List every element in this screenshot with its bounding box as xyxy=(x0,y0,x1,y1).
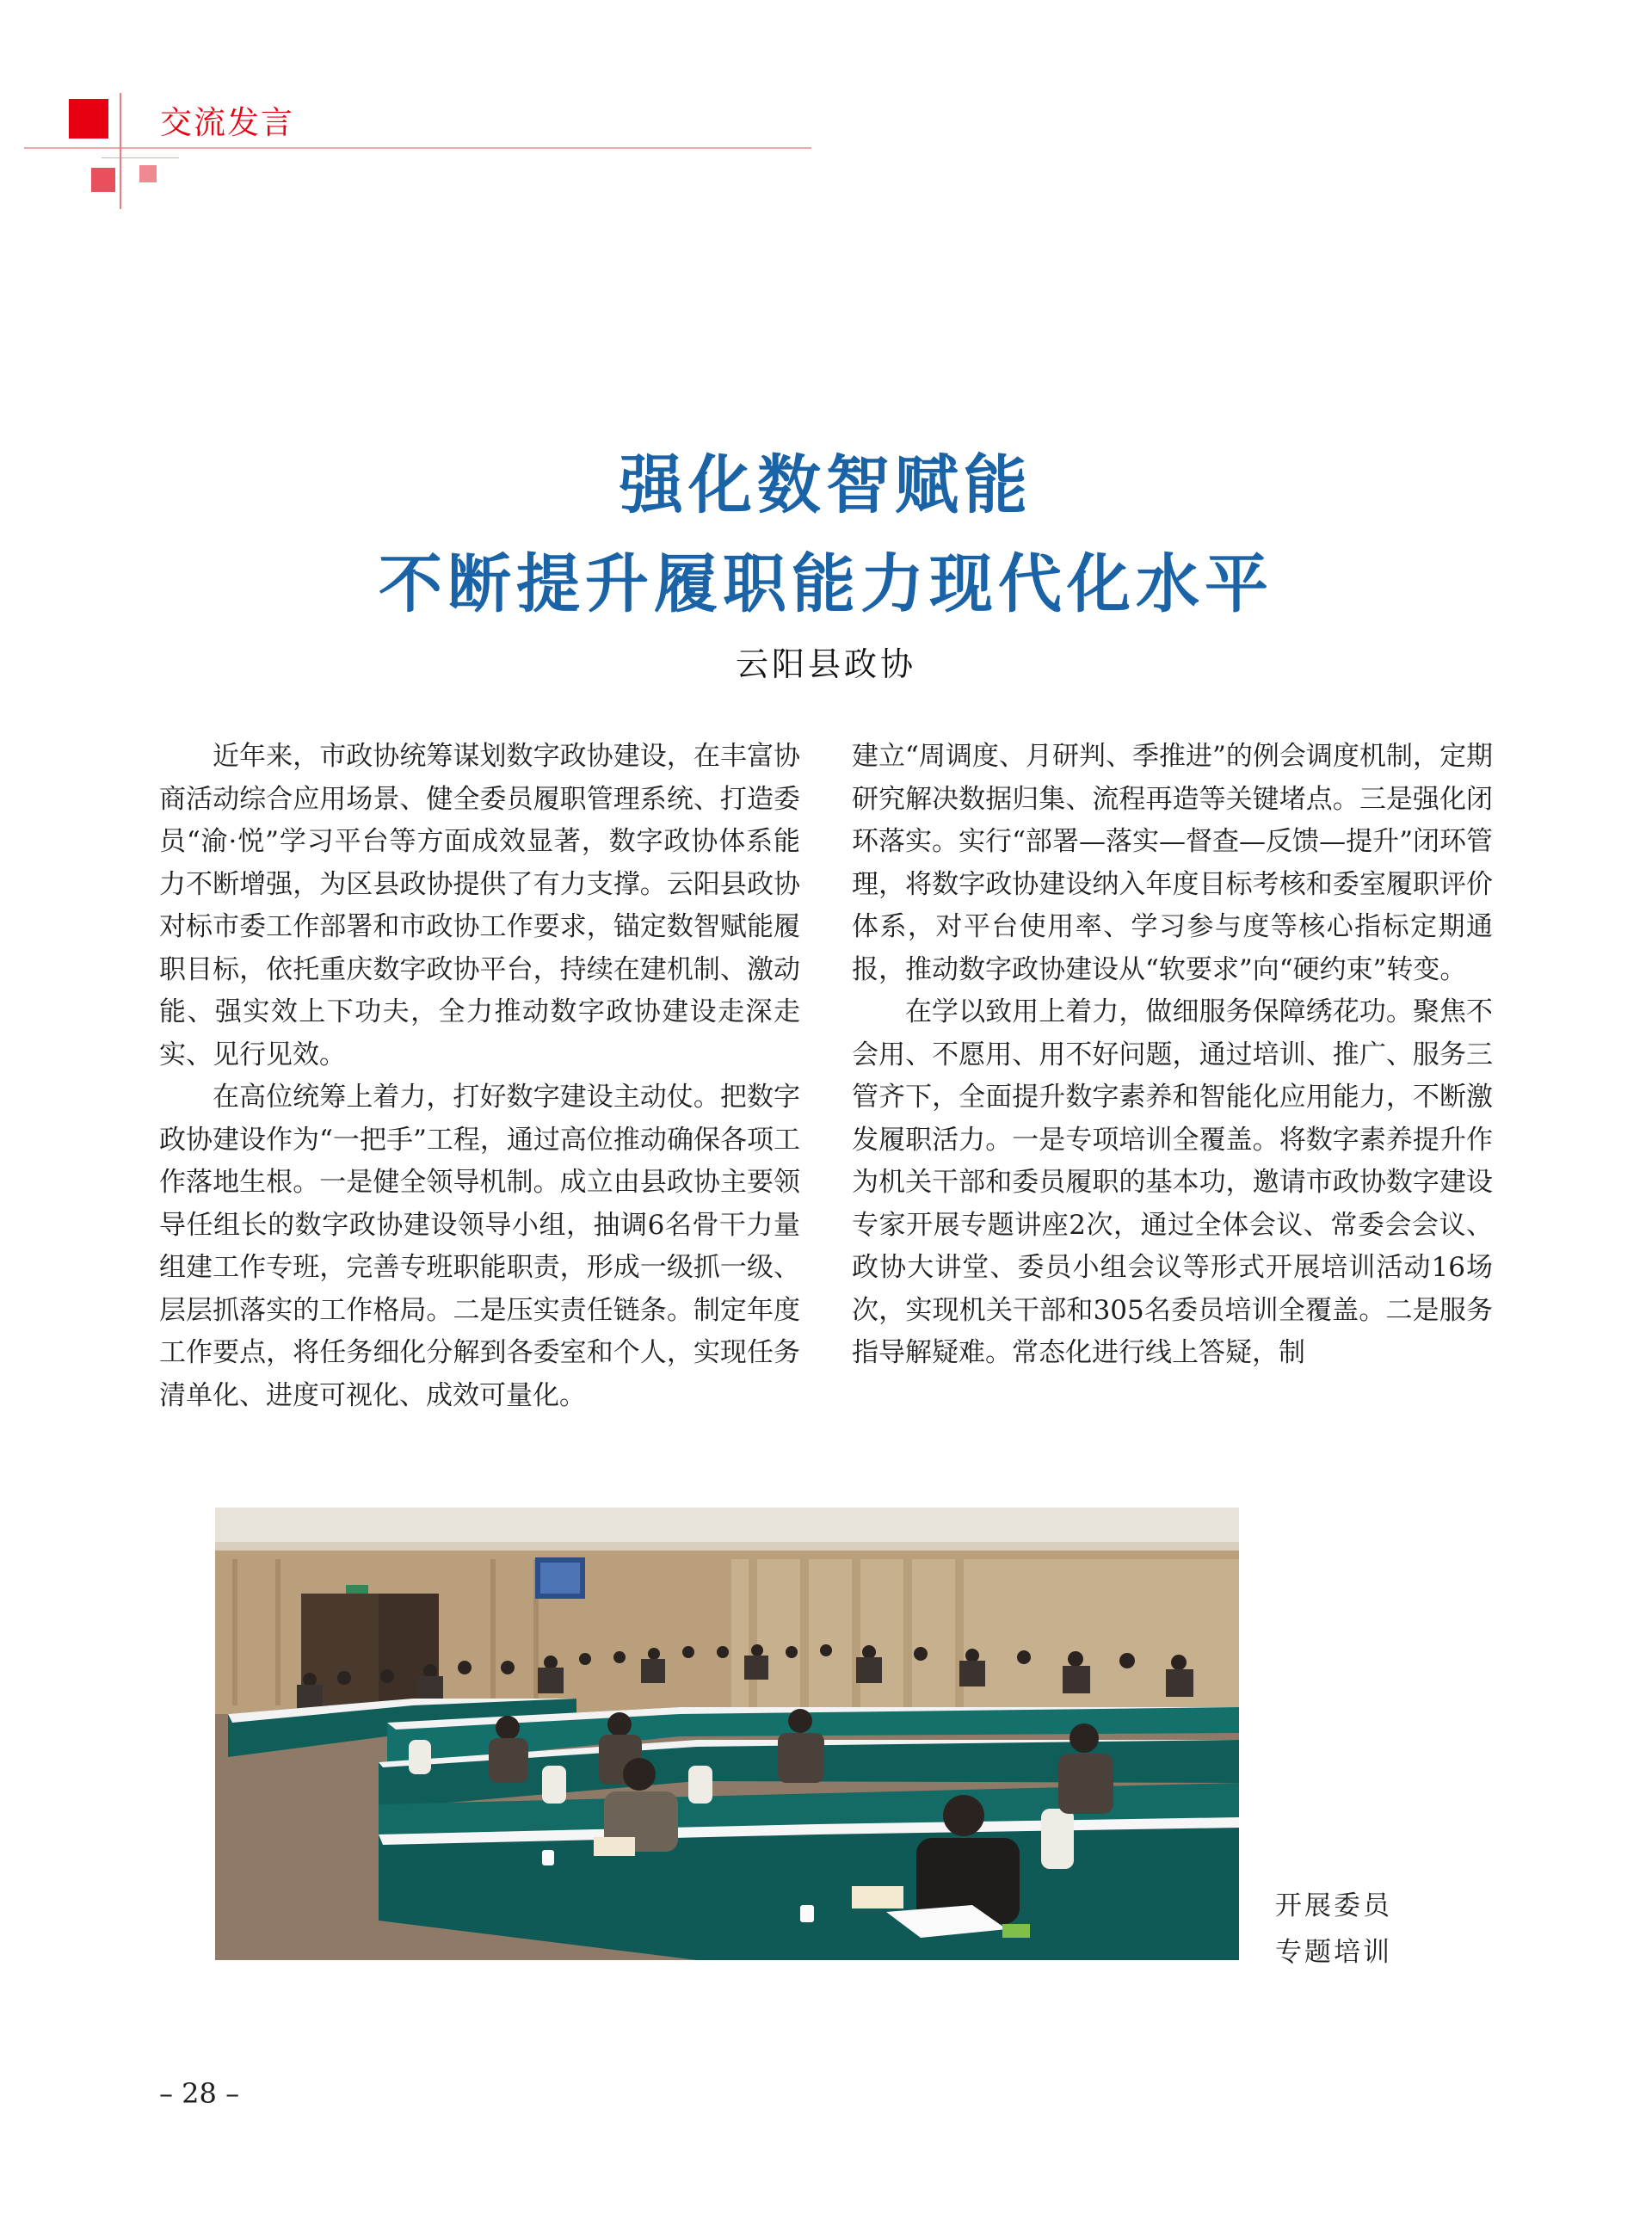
paragraph: 在学以致用上着力，做细服务保障绣花功。聚焦不会用、不愿用、用不好问题，通过培训、推广、服务三管齐下，全面提升数字素养和智能化应用能力，不断激发履职活力。一是专项培训全覆盖。将数字素养提升作为机关干部和委员履职的基本功，邀请市政协数字建设专家开展专题讲座2次，通过全体会议、常委会会议、政协大讲堂、委员小组会议等形式开展培训活动16场次，实现机关干部和305名委员培训全覆盖。二是服务指导解疑难。常态化进行线上答疑，制 xyxy=(852,996,1493,1368)
article-title-line1: 强化数智赋能 xyxy=(620,448,1032,522)
page-number: – 28 – xyxy=(159,2077,240,2110)
body-column-left xyxy=(159,736,800,1417)
photo-caption-line1: 开展委员 xyxy=(1275,1890,1392,1921)
header-vertical-rule xyxy=(120,93,121,209)
article-title-line2: 不断提升履职能力现代化水平 xyxy=(379,547,1273,621)
paragraph: 在高位统筹上着力，打好数字建设主动仗。把数字政协建设作为“一把手”工程，通过高位推动确保各项工作落地生根。一是健全领导机制。成立由县政协主要领导任组长的数字政协建设领导小组，抽调6名骨干力量组建工作专班，完善专班职能职责，形成一级抓一级、层层抓落实的工作格局。二是压实责任链条。制定年度工作要点，将任务细化分解到各委室和个人，实现任务清单化、进度可视化、成效可量化。 xyxy=(159,1082,800,1411)
photo-caption-line2: 专题培训 xyxy=(1275,1937,1392,1968)
section-label: 交流发言 xyxy=(160,104,294,141)
body-column-right xyxy=(852,736,1493,1375)
photo-caption xyxy=(1275,1883,1392,1976)
article-author: 云阳县政协 xyxy=(735,645,916,683)
header-rule xyxy=(24,147,811,149)
header-square-medium xyxy=(91,168,115,192)
header-square-small xyxy=(139,165,157,182)
paragraph-continuation: 建立“周调度、月研判、季推进”的例会调度机制，定期研究解决数据归集、流程再造等关键堵点。三是强化闭环落实。实行“部署—落实—督查—反馈—提升”闭环管理，将数字政协建设纳入年度目标考核和委室履职评价体系，对平台使用率、学习参与度等核心指标定期通报，推动数字政协建设从“软要求”向“硬约束”转变。 xyxy=(852,741,1493,985)
header-square-large xyxy=(69,99,108,139)
header-rule-short xyxy=(102,157,179,158)
paragraph: 近年来，市政协统筹谋划数字政协建设，在丰富协商活动综合应用场景、健全委员履职管理系统、打造委员“渝·悦”学习平台等方面成效显著，数字政协体系能力不断增强，为区县政协提供了有力支撑。云阳县政协对标市委工作部署和市政协工作要求，锚定数智赋能履职目标，依托重庆数字政协平台，持续在建机制、激动能、强实效上下功夫，全力推动数字政协建设走深走实、见行见效。 xyxy=(159,741,800,1070)
meeting-photo xyxy=(215,1508,1239,1960)
